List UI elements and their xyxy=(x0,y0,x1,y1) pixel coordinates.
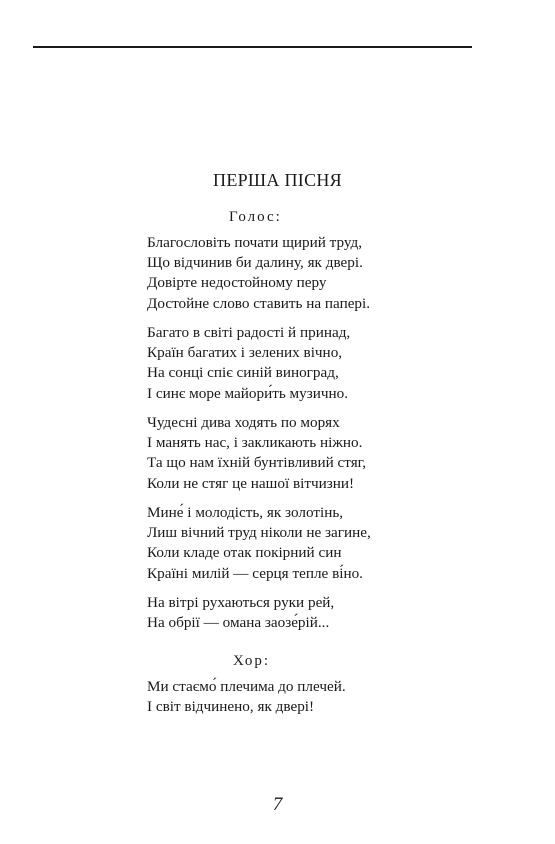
verse-line: Довірте недостойному перу xyxy=(147,274,327,292)
stanza-1 xyxy=(147,233,370,314)
verse-line: І синє море майори́ть музично. xyxy=(147,384,349,402)
stanza-4 xyxy=(147,503,371,584)
stanza-2 xyxy=(147,323,350,404)
page-number: 7 xyxy=(272,794,283,815)
verse-line: Країні милій — серця тепле ві́но. xyxy=(147,564,363,582)
verse-line: На сонці спіє синій виноград, xyxy=(147,364,339,382)
verse-line: Коли не стяг це нашої вітчизни! xyxy=(147,474,355,492)
stanza-3 xyxy=(147,413,366,494)
speaker-chorus: Хор: xyxy=(233,653,271,669)
verse-line: Ми стаємо́ плечима до плечей. xyxy=(147,678,346,695)
stanza-5 xyxy=(147,593,334,633)
verse-line: Та що нам їхній бунтівливий стяг, xyxy=(147,454,366,472)
verse-line: Чудесні дива ходять по морях xyxy=(147,414,340,431)
verse-line: Коли кладе отак покірний син xyxy=(147,544,342,562)
verse-line: На обрії — омана заозе́рій... xyxy=(147,614,330,632)
verse-line: Мине́ і молодість, як золотінь, xyxy=(147,504,344,521)
verse-line: Достойне слово ставить на папері. xyxy=(147,294,371,312)
verse-line: Що відчинив би далину, як двері. xyxy=(147,254,363,272)
speaker-voice: Голос: xyxy=(229,209,282,225)
verse-line: Країн багатих і зелених вічно, xyxy=(147,344,343,362)
top-rule xyxy=(33,46,472,48)
verse-line: На вітрі рухаються руки рей, xyxy=(147,594,335,611)
verse-line: Лиш вічний труд ніколи не загине, xyxy=(147,524,371,542)
poem-title: ПЕРША ПІСНЯ xyxy=(213,170,342,190)
verse-line: Багато в світі радості й принад, xyxy=(147,324,351,341)
verse-line: Благословіть почати щирий труд, xyxy=(147,234,363,251)
verse-line: І манять нас, і закликають ніжно. xyxy=(147,434,363,452)
stanza-chorus xyxy=(147,677,346,717)
verse-line: І світ відчинено, як двері! xyxy=(147,698,315,716)
